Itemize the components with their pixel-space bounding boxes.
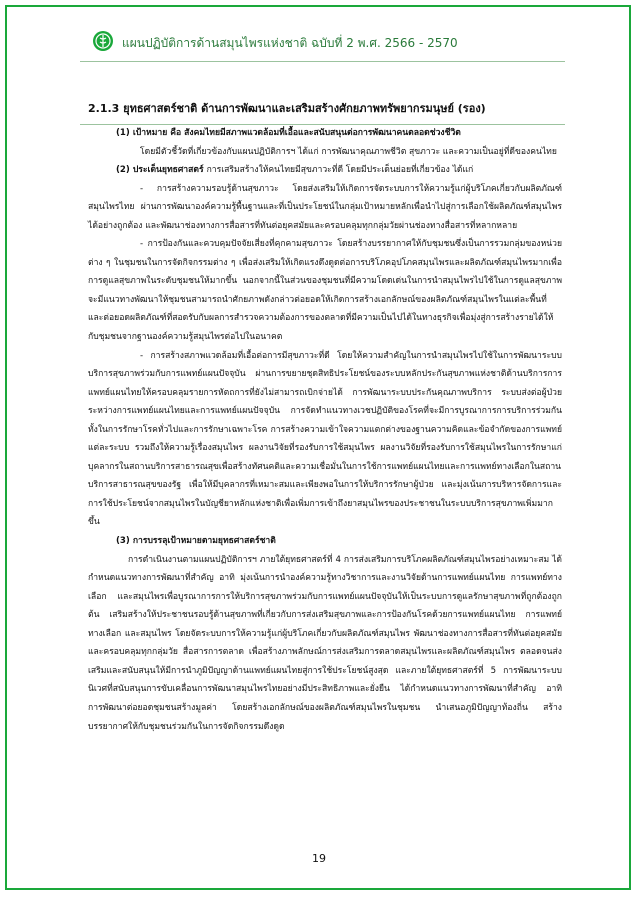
target-title: (3) การบรรลุเป้าหมายตามยุทธศาสตร์ชาติ bbox=[116, 536, 276, 547]
bullet-paragraph-2: - การป้องกันและควบคุมปัจจัยเสี่ยงที่คุกคามสุขภาวะ โดยสร้างบรรยากาศให้กับชุมชนซึ่งเป็นการรวมกลุ่มของหน่วยต่าง ๆ ในชุมชนในการจัดกิจกรรมต่าง ๆ เพื่อส่งเสริมให้เกิดแรงดึงดูดต่อการบริโภคอุปโภคสมุนไพรและผลิตภัณฑ์สมุนไพรมากเพื่อการดูแลสุขภาพในระดับชุมชนให้มากขึ้น นอกจากนี้ในส่วนของชุมชนที่มีความโดดเด่นในการนำสมุนไพรไปใช้ในการดูแลสุขภาพจะมีแนวทางพัฒนาให้ชุมชนสามารถนำศักยภาพดังกล่าวต่อยอดให้เกิดการสร้างเอกลักษณ์ของผลิตภัณฑ์สมุนไพรในแต่ละพื้นที่และต่อยอดผลิตภัณฑ์ที่สอดรับกับผลการสำรวจความต้องการของตลาดที่มีความเป็นไปได้ในทางธุรกิจเพื่อมุ่งสู่การสร้างรายได้ให้กับชุมชนจากฐานองค์ความรู้สมุนไพรต่อไปในอนาคต bbox=[88, 239, 562, 343]
document-header-title: แผนปฏิบัติการด้านสมุนไพรแห่งชาติ ฉบับที่ 2 พ.ศ. 2566 - 2570 bbox=[122, 36, 458, 50]
header-divider bbox=[80, 61, 565, 62]
bullet-paragraph-1: - การสร้างความรอบรู้ด้านสุขภาวะ โดยส่งเสริมให้เกิดการจัดระบบการให้ความรู้แก่ผู้บริโภคเกี่ยวกับผลิตภัณฑ์สมุนไพรไทย ผ่านการพัฒนาองค์ความรู้พื้นฐานและที่เป็นประโยชน์ในกลุ่มเป้าหมายหลักเพื่อนำไปสู่การเลือกใช้ผลิตภัณฑ์สมุนไพรได้อย่างถูกต้อง และพัฒนาช่องทางการสื่อสารที่ทันต่อยุคสมัยและครอบคลุมทุกกลุ่มวัยผ่านช่องทางสื่อสารที่หลากหลาย bbox=[88, 183, 562, 231]
benefit-intro: การเสริมสร้างให้คนไทยมีสุขภาวะที่ดี โดยมีประเด็นย่อยที่เกี่ยวข้อง ได้แก่ bbox=[206, 165, 474, 176]
bullet-paragraph-3: - การสร้างสภาพแวดล้อมที่เอื้อต่อการมีสุขภาวะที่ดี โดยให้ความสำคัญในการนำสมุนไพรไปใช้ในการพัฒนาระบบบริการสุขภาพร่วมกับการแพทย์แผนปัจจุบัน ผ่านการขยายชุดสิทธิประโยชน์ของระบบหลักประกันสุขภาพแห่งชาติด้านบริการการแพทย์แผนไทยให้ครอบคลุมรายการหัตถการที่ยังไม่สามารถเบิกจ่ายได้ การพัฒนาระบบประกันคุณภาพบริการ ระบบส่งต่อผู้ป่วยระหว่างการแพทย์แผนไทยและการแพทย์แผนปัจจุบัน การจัดทำแนวทางเวชปฏิบัติของโรคที่จะมีการบูรณาการการบริการร่วมกันทั้งในการรักษาโรคทั่วไปและการรักษาเฉพาะโรค การสร้างความเข้าใจความแตกต่างของฐานความคิดและข้อจำกัดของการแพทย์แต่ละระบบ รวมถึงให้ความรู้เรื่องสมุนไพร ผลงานวิจัยที่รองรับการใช้สมุนไพร ผลงานวิจัยที่รองรับการใช้สมุนไพรในการรักษาแก่บุคลากรในสถานบริการสาธารณสุขเพื่อสร้างทัศนคติและความเชื่อมั่นในการใช้การแพทย์แผนไทยและการแพทย์ทางเลือกในสถานบริการสาธารณสุขของรัฐ เพื่อให้มีบุคลากรที่เหมาะสมและเพียงพอในการให้บริการรักษาผู้ป่วย และมุ่งเน้นการบริหารจัดการและการใช้ประโยชน์จากสมุนไพรในบัญชียาหลักแห่งชาติเพื่อเพิ่มการเข้าถึงยาสมุนไพรของประชาชนในระบบบริการสุขภาพเพิ่มมากขึ้น bbox=[88, 350, 562, 528]
benefit-line bbox=[88, 161, 562, 180]
page-number: 19 bbox=[312, 852, 326, 865]
section-heading: 2.1.3 ยุทธศาสตร์ชาติ ด้านการพัฒนาและเสริมสร้างศักยภาพทรัพยากรมนุษย์ (รอง) bbox=[88, 102, 486, 115]
target-paragraph: การดำเนินงานตามแผนปฏิบัติการฯ ภายใต้ยุทธศาสตร์ที่ 4 การส่งเสริมการบริโภคผลิตภัณฑ์สมุนไพรอย่างเหมาะสม ได้กำหนดแนวทางการพัฒนาที่สำคัญ อาทิ มุ่งเน้นการนำองค์ความรู้ทางวิชาการและงานวิจัยด้านการแพทย์แผนไทย การแพทย์ทางเลือก และสมุนไพรเพื่อบูรณาการการให้บริการสุขภาพร่วมกับการแพทย์แผนปัจจุบันให้เป็นระบบการดูแลรักษาสุขภาพที่ถูกต้องถูกต้น เสริมสร้างให้ประชาชนรอบรู้ด้านสุขภาพที่เกี่ยวกับการส่งเสริมสุขภาพและการป้องกันโรคด้วยการแพทย์แผนไทย การแพทย์ทางเลือก และสมุนไพร โดยจัดระบบการให้ความรู้แก่ผู้บริโภคเกี่ยวกับผลิตภัณฑ์สมุนไพร พัฒนาช่องทางการสื่อสารที่ทันต่อยุคสมัยและครอบคลุมทุกกลุ่มวัย สื่อสารการตลาด เพื่อสร้างภาพลักษณ์การส่งเสริมการตลาดสมุนไพรและผลิตภัณฑ์สมุนไพร ตลอดจนส่งเสริมและสนับสนุนให้มีการนำภูมิปัญญาด้านแพทย์แผนไทยสู่การใช้ประโยชน์สูงสุด และภายใต้ยุทธศาสตร์ที่ 5 การพัฒนาระบบนิเวศที่สนับสนุนการขับเคลื่อนการพัฒนาสมุนไพรไทยอย่างมีประสิทธิภาพและยั่งยืน ได้กำหนดแนวทางการพัฒนาที่สำคัญ อาทิ การพัฒนาต่อยอดชุมชนสร้างมูลค่า โดยสร้างเอกลักษณ์ของผลิตภัณฑ์สมุนไพรในชุมชน นำเสนอภูมิปัญญาท้องถิ่น สร้างบรรยากาศให้กับชุมชนร่วมกันในการจัดกิจกรรมดึงดูด bbox=[88, 554, 562, 732]
goal-paragraph: โดยมีตัวชี้วัดที่เกี่ยวข้องกับแผนปฏิบัติการฯ ได้แก่ การพัฒนาคุณภาพชีวิต สุขภาวะ และความเป็นอยู่ที่ดีของคนไทย bbox=[140, 146, 557, 157]
body-text bbox=[88, 124, 562, 736]
goal-title: (1) เป้าหมาย คือ สังคมไทยมีสภาพแวดล้อมที่เอื้อและสนับสนุนต่อการพัฒนาคนตลอดช่วงชีวิต bbox=[116, 128, 461, 138]
benefit-title: (2) ประเด็นยุทธศาสตร์ bbox=[116, 165, 204, 176]
ministry-emblem-icon bbox=[92, 30, 114, 52]
